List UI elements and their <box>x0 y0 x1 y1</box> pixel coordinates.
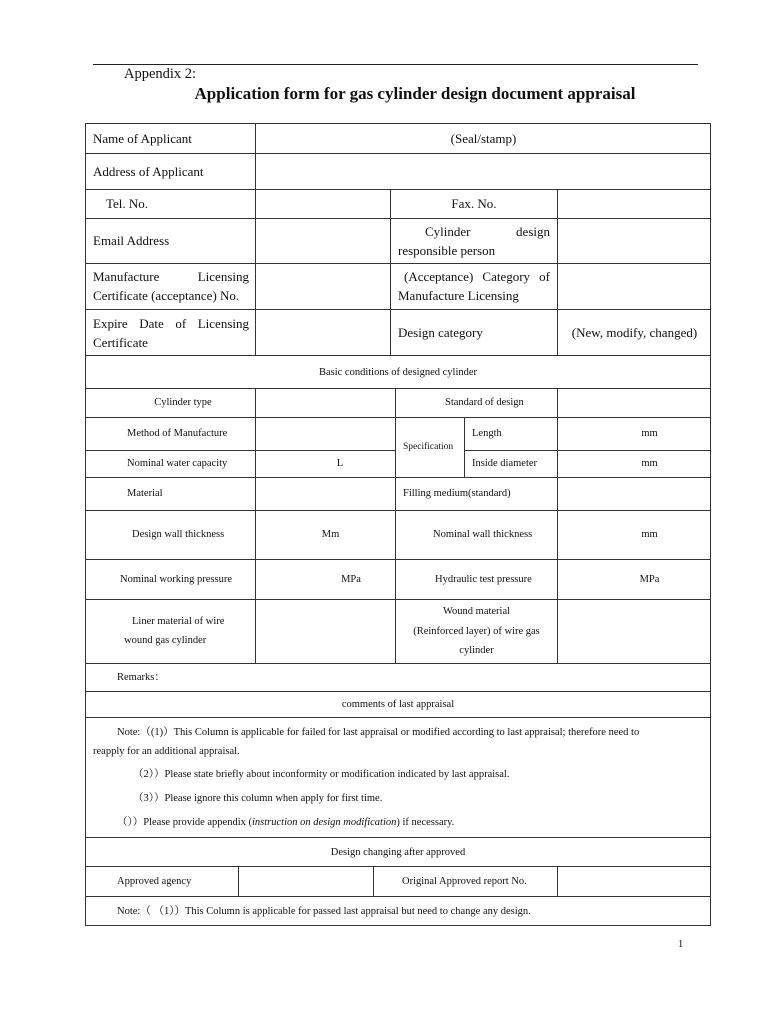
length-label: Length <box>472 428 502 439</box>
material-field[interactable] <box>256 477 395 510</box>
filling-medium-label: Filling medium(standard) <box>403 488 511 499</box>
liner-material-label: Liner material of wire wound gas cylinder <box>124 616 225 646</box>
note-4: （））Please provide appendix (instruction on design modification) if necessary. <box>117 817 455 828</box>
applicant-address-field[interactable] <box>256 153 711 189</box>
email-label: Email Address <box>93 233 170 248</box>
water-capacity-label: Nominal water capacity <box>127 458 228 469</box>
inside-diameter-unit: mm <box>641 458 658 469</box>
filling-medium-field[interactable] <box>558 477 711 510</box>
basic-conditions-heading: Basic conditions of designed cylinder <box>318 366 478 378</box>
mfg-certificate-field[interactable] <box>256 263 390 309</box>
design-wall-thickness-label: Design wall thickness <box>132 529 225 540</box>
design-changing-note: Note:（ （1））This Column is applicable for passed last appraisal but need to change any design. <box>117 905 531 917</box>
specification-label: Specification <box>403 441 454 452</box>
note-2: （2））Please state briefly about inconformity or modification indicated by last appraisal. <box>133 769 510 780</box>
appendix-label: Appendix 2: <box>124 66 197 82</box>
fax-label: Fax. No. <box>451 196 497 211</box>
approved-agency-label: Approved agency <box>117 875 192 887</box>
page-title: Application form for gas cylinder design document appraisal <box>194 84 636 103</box>
remarks-label: Remarks： <box>117 672 165 683</box>
design-changing-heading: Design changing after approved <box>330 846 466 858</box>
cylinder-type-label: Cylinder type <box>154 397 212 408</box>
responsible-person-label: Cylinder design responsible person <box>398 224 550 258</box>
page-number: 1 <box>678 939 684 950</box>
working-pressure-label: Nominal working pressure <box>120 573 232 585</box>
tel-field[interactable] <box>256 189 390 218</box>
note-1-line-2: reapply for an additional appraisal. <box>93 746 240 757</box>
original-report-label: Original Approved report No. <box>402 875 527 887</box>
working-pressure-unit: MPa <box>341 573 361 585</box>
length-unit: mm <box>641 428 658 439</box>
manufacture-method-field[interactable] <box>256 417 395 450</box>
design-category-label: Design category <box>398 325 483 340</box>
wound-material-field[interactable] <box>558 599 711 663</box>
note-1-line-1: Note:（(1)）This Column is applicable for failed for last appraisal or modified according to last appraisal; therefore need to <box>117 727 640 738</box>
last-appraisal-heading: comments of last appraisal <box>341 699 455 710</box>
nominal-wall-thickness-unit: mm <box>641 529 658 540</box>
original-report-field[interactable] <box>558 866 711 896</box>
responsible-person-field[interactable] <box>558 218 711 263</box>
design-wall-thickness-unit: Mm <box>321 529 340 540</box>
applicant-name-label: Name of Applicant <box>93 130 192 146</box>
applicant-address-label: Address of Applicant <box>93 163 204 179</box>
water-capacity-unit: L <box>336 458 344 469</box>
mfg-certificate-label: Manufacture Licensing Certificate (acceptance) No. <box>93 269 249 303</box>
liner-material-field[interactable] <box>256 599 395 663</box>
tel-label: Tel. No. <box>106 196 149 211</box>
nominal-wall-thickness-label: Nominal wall thickness <box>433 529 533 540</box>
seal-stamp: (Seal/stamp) <box>450 130 517 146</box>
note-3: （3））Please ignore this column when apply for first time. <box>133 793 383 804</box>
cylinder-type-field[interactable] <box>256 388 395 417</box>
licensing-category-label: (Acceptance) Category of Manufacture Licensing <box>398 269 550 303</box>
header-rule <box>93 64 698 65</box>
wound-material-label: Wound material (Reinforced layer) of wire gas cylinder <box>413 606 540 656</box>
design-standard-label: Standard of design <box>445 397 524 408</box>
expire-date-field[interactable] <box>256 309 390 356</box>
design-category-value: (New, modify, changed) <box>571 325 698 340</box>
hydraulic-pressure-label: Hydraulic test pressure <box>435 573 532 585</box>
inside-diameter-label: Inside diameter <box>472 458 538 469</box>
expire-date-label: Expire Date of Licensing Certificate <box>93 316 249 350</box>
fax-field[interactable] <box>558 189 711 218</box>
design-standard-field[interactable] <box>558 388 711 417</box>
licensing-category-field[interactable] <box>558 263 711 309</box>
approved-agency-field[interactable] <box>239 866 373 896</box>
manufacture-method-label: Method of Manufacture <box>127 428 228 439</box>
hydraulic-pressure-unit: MPa <box>639 573 660 585</box>
material-label: Material <box>127 488 163 499</box>
email-field[interactable] <box>256 218 390 263</box>
